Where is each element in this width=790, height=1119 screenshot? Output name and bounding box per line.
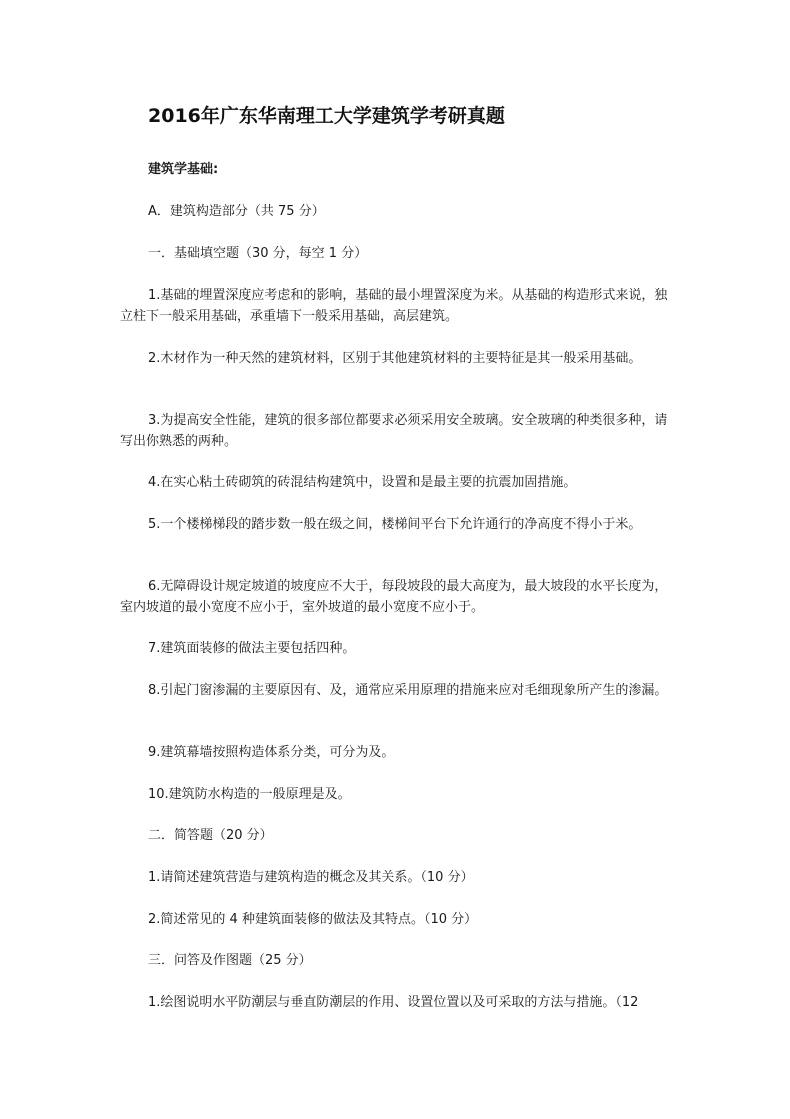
subject-heading: 建筑学基础: — [148, 162, 219, 177]
question-4: 4.在实心粘土砖砌筑的砖混结构建筑中，设置和是最主要的抗震加固措施。 — [148, 475, 577, 490]
question-3: 3.为提高安全性能，建筑的很多部位都要求必须采用安全玻璃。安全玻璃的种类很多种，请写出你熟悉的两种。 — [120, 413, 668, 449]
section2-question-1: 1.请简述建筑营造与建筑构造的概念及其关系。（10 分） — [148, 870, 474, 885]
part-a-heading: A．建筑构造部分（共 75 分） — [148, 204, 325, 219]
document-title: 2016年广东华南理工大学建筑学考研真题 — [148, 105, 505, 127]
question-7: 7.建筑面装修的做法主要包括四种。 — [148, 641, 356, 656]
question-5: 5.一个楼梯梯段的踏步数一般在级之间，楼梯间平台下允许通行的净高度不得小于米。 — [148, 517, 642, 532]
question-8: 8.引起门窗渗漏的主要原因有、及，通常应采用原理的措施来应对毛细现象所产生的渗漏。 — [148, 683, 668, 698]
section2-question-2: 2.简述常见的 4 种建筑面装修的做法及其特点。（10 分） — [148, 912, 478, 927]
section3-heading: 三．问答及作图题（25 分） — [148, 953, 312, 968]
question-10: 10.建筑防水构造的一般原理是及。 — [148, 787, 351, 802]
question-9: 9.建筑幕墙按照构造体系分类，可分为及。 — [148, 745, 395, 760]
question-6: 6.无障碍设计规定坡道的坡度应不大于，每段坡段的最大高度为，最大坡段的水平长度为，室内坡道的最小宽度不应小于，室外坡道的最小宽度不应小于。 — [120, 579, 668, 615]
section3-question-1: 1.绘图说明水平防潮层与垂直防潮层的作用、设置位置以及可采取的方法与措施。（12 — [148, 995, 639, 1010]
question-1: 1.基础的埋置深度应考虑和的影响，基础的最小埋置深度为米。从基础的构造形式来说，独立柱下一般采用基础，承重墙下一般采用基础，高层建筑。 — [120, 288, 668, 324]
question-2: 2.木材作为一种天然的建筑材料，区别于其他建筑材料的主要特征是其一般采用基础。 — [148, 351, 642, 366]
section1-heading: 一．基础填空题（30 分，每空 1 分） — [148, 246, 368, 261]
section2-heading: 二．简答题（20 分） — [148, 828, 273, 843]
